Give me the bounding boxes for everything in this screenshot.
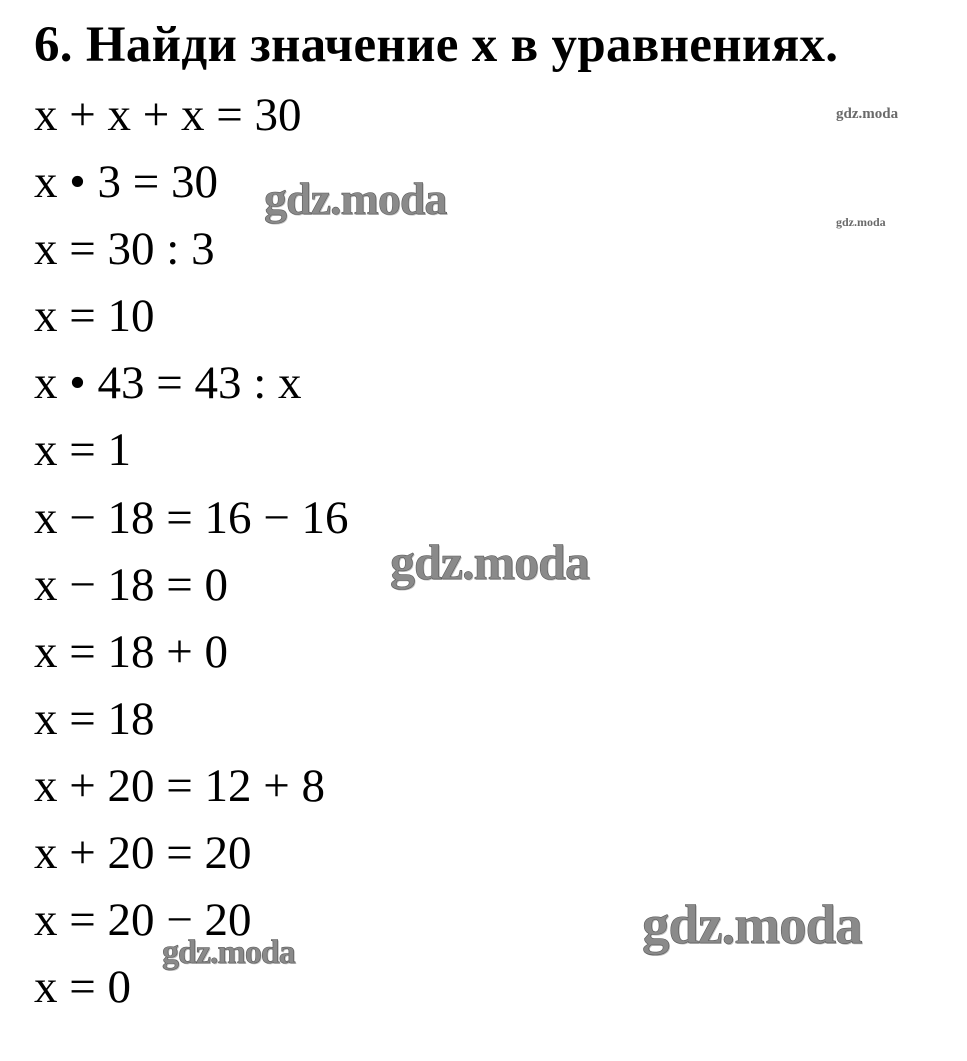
watermark: gdz.moda [390,534,589,590]
task-title: 6. Найди значение x в уравнениях. [34,17,839,73]
equation-line: x = 20 − 20 [34,894,252,947]
watermark: gdz.moda [642,894,862,955]
equation-line: x = 0 [34,961,132,1014]
watermark: gdz.moda [264,173,447,224]
equation-line: x = 10 [34,290,155,343]
equation-line: x + 20 = 20 [34,827,252,880]
watermark: gdz.moda [836,215,886,229]
equation-line: x + x + x = 30 [34,89,302,141]
equation-line: x • 3 = 30 [34,156,218,209]
watermark: gdz.moda [836,106,899,122]
equation-line: x − 18 = 0 [34,558,229,611]
watermark: gdz.moda [162,934,295,971]
equation-line: x = 30 : 3 [34,223,215,276]
equation-line: x = 18 + 0 [34,625,229,678]
equation-line: x − 18 = 16 − 16 [34,491,349,544]
equation-line: x + 20 = 12 + 8 [34,759,326,812]
equation-line: x • 43 = 43 : x [34,357,302,410]
equation-line: x = 18 [34,692,155,745]
equation-line: x = 1 [34,424,132,477]
